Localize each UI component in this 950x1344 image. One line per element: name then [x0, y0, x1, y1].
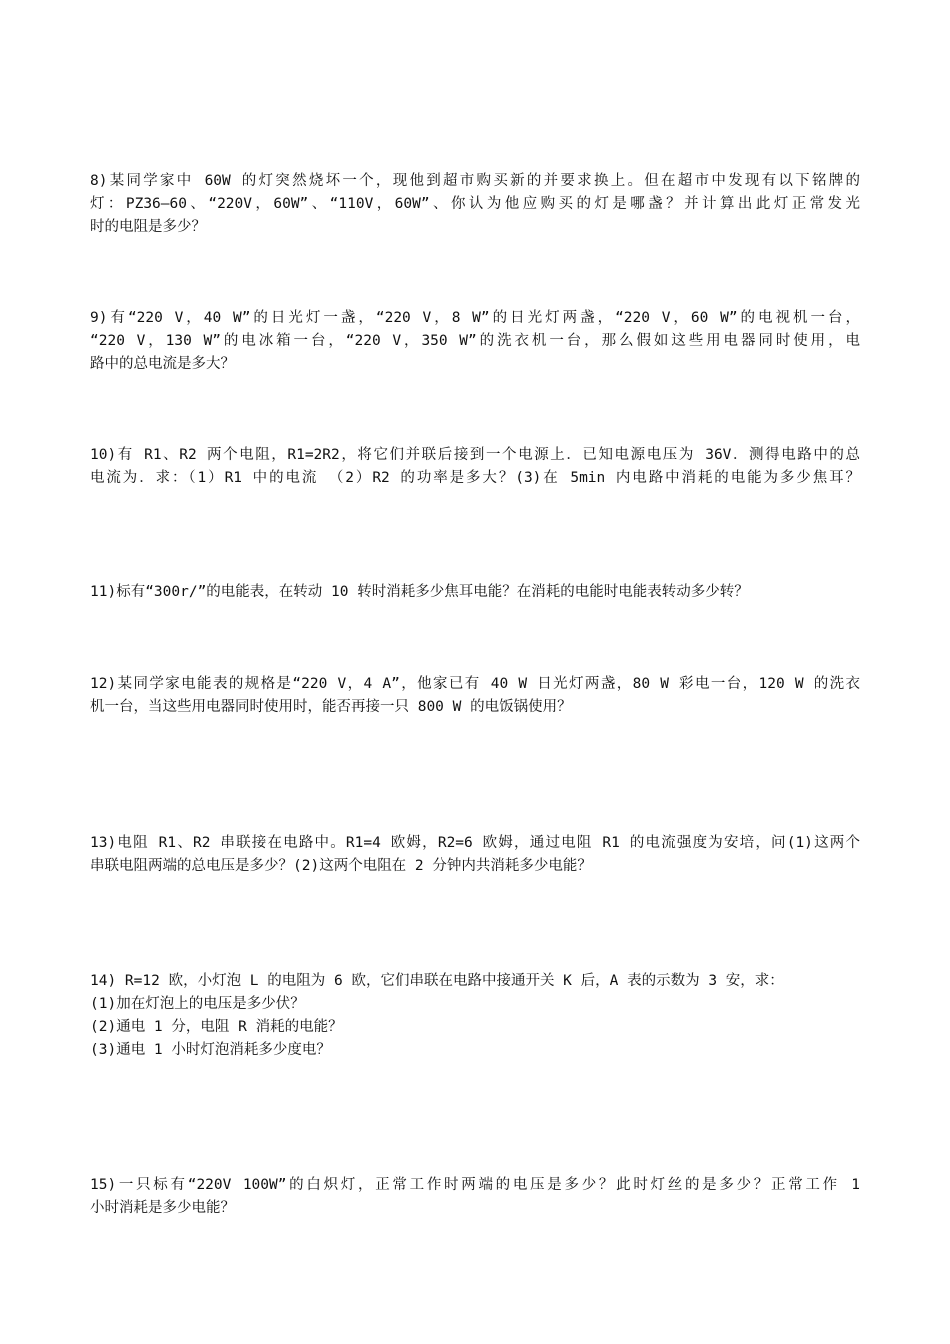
question-14 [90, 970, 860, 1062]
question-12 [90, 673, 860, 719]
question-10 [90, 444, 860, 490]
question-line: (3)通电 1 小时灯泡消耗多少度电？ [90, 1042, 331, 1058]
question-line: 10)有 R1、R2 两个电阻，R1=2R2，将它们并联后接到一个电源上．已知电源电压为 36V．测得电路中的总 [90, 447, 860, 463]
question-11 [90, 581, 860, 604]
question-line: 8)某同学家中 60W 的灯突然烧坏一个，现他到超市购买新的并要求换上。但在超市中发现有以下铭牌的 [90, 173, 860, 189]
question-9 [90, 307, 860, 376]
question-line: 串联电阻两端的总电压是多少？(2)这两个电阻在 2 分钟内共消耗多少电能？ [90, 858, 592, 874]
question-line: 13)电阻 R1、R2 串联接在电路中。R1=4 欧姆，R2=6 欧姆，通过电阻 R1 的电流强度为安培，问(1)这两个 [90, 835, 860, 851]
question-line: 12)某同学家电能表的规格是“220 V，4 A”，他家已有 40 W 日光灯两盏，80 W 彩电一台，120 W 的洗衣 [90, 676, 860, 692]
question-8 [90, 170, 860, 239]
question-13 [90, 832, 860, 878]
question-line: 14) R=12 欧，小灯泡 L 的电阻为 6 欧，它们串联在电路中接通开关 K 后，A 表的示数为 3 安，求： [90, 973, 784, 989]
question-line: 小时消耗是多少电能？ [90, 1200, 235, 1216]
question-line: 灯：PZ36—60、“220V，60W”、“110V，60W”、你认为他应购买的灯是哪盏？并计算出此灯正常发光 [90, 196, 860, 212]
question-15 [90, 1174, 860, 1220]
question-line: 11)标有“300r/”的电能表，在转动 10 转时消耗多少焦耳电能？在消耗的电能时电能表转动多少转？ [90, 584, 749, 600]
question-line: 路中的总电流是多大？ [90, 356, 235, 372]
question-line: 15)一只标有“220V 100W”的白炽灯，正常工作时两端的电压是多少？此时灯丝的是多少？正常工作 1 [90, 1177, 860, 1193]
question-line: (2)通电 1 分，电阻 R 消耗的电能？ [90, 1019, 343, 1035]
question-line: (1)加在灯泡上的电压是多少伏？ [90, 996, 305, 1012]
question-line: 时的电阻是多少？ [90, 219, 206, 235]
question-line: “220 V，130 W”的电冰箱一台，“220 V，350 W”的洗衣机一台，那么假如这些用电器同时使用，电 [90, 333, 860, 349]
question-line: 机一台，当这些用电器同时使用时，能否再接一只 800 W 的电饭锅使用？ [90, 699, 572, 715]
question-line: 电流为．求：（1）R1 中的电流 （2）R2 的功率是多大？(3)在 5min 内电路中消耗的电能为多少焦耳？ [90, 470, 860, 486]
question-line: 9)有“220 V，40 W”的日光灯一盏，“220 V，8 W”的日光灯两盏，“220 V，60 W”的电视机一台， [90, 310, 860, 326]
